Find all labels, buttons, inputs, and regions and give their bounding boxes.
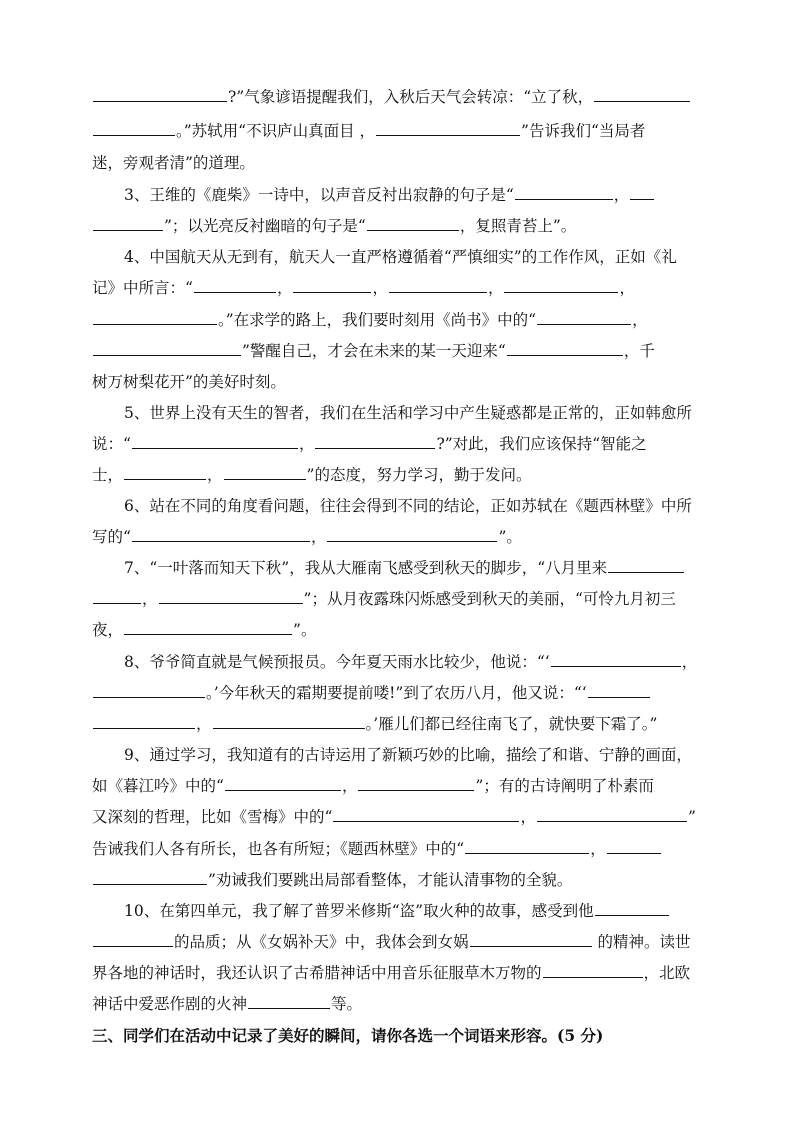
answer-blank[interactable] — [389, 273, 487, 293]
question-4-line-2: 记》中所言：“ ， ， ， ， — [92, 273, 704, 303]
question-6-line-2: 写的“ ， ”。 — [92, 522, 704, 552]
question-7-line-2: ， ”；从月夜露珠闪烁感受到秋天的美丽，“可怜九月初三 — [92, 584, 704, 614]
question-5-line-3: 士， ， ”的态度，努力学习，勤于发问。 — [92, 460, 704, 490]
answer-blank[interactable] — [515, 180, 613, 200]
answer-blank[interactable] — [315, 429, 435, 449]
question-8-line-2: 。’今年秋天的霜期要提前喽!”到了农历八月，他又说：“‘ — [92, 678, 704, 708]
question-9-line-1: 9、通过学习，我知道有的古诗运用了新颖巧妙的比喻，描绘了和谐、宁静的画面， — [124, 746, 692, 764]
answer-blank[interactable] — [594, 82, 690, 102]
answer-blank[interactable] — [93, 927, 173, 947]
answer-blank[interactable] — [543, 958, 643, 978]
answer-blank[interactable] — [607, 834, 661, 854]
answer-blank[interactable] — [93, 336, 241, 356]
question-9-line-2: 如《暮江吟》中的“ ， ”；有的古诗阐明了朴素而 — [92, 771, 704, 801]
question-9-line-3: 又深刻的哲理，比如《雪梅》中的“ ， ” — [92, 802, 704, 832]
question-3-line-2: ”；以光亮反衬幽暗的句子是“ ，复照青苔上”。 — [92, 211, 704, 241]
question-5-line-1: 5、世界上没有天生的智者，我们在生活和学习中产生疑惑都是正常的，正如韩愈所 — [124, 404, 692, 422]
answer-blank[interactable] — [124, 460, 206, 480]
answer-blank[interactable] — [630, 180, 654, 200]
answer-blank[interactable] — [248, 989, 330, 1009]
answer-blank[interactable] — [93, 865, 207, 885]
answer-blank[interactable] — [93, 584, 141, 604]
answer-blank[interactable] — [504, 273, 618, 293]
answer-blank[interactable] — [537, 305, 631, 325]
question-5-line-2: 说：“ ， ?”对此，我们应该保持“智能之 — [92, 429, 704, 459]
question-9-line-4: 告诫我们人各有所长，也各有所短；《题西林壁》中的“ ， — [92, 834, 704, 864]
answer-blank[interactable] — [93, 211, 163, 231]
answer-blank[interactable] — [225, 771, 341, 791]
question-7-line-1: 7、“一叶落而知天下秋”，我从大雁南飞感受到秋天的脚步，“八月里来 — [124, 553, 704, 583]
answer-blank[interactable] — [470, 927, 592, 947]
answer-blank[interactable] — [132, 429, 298, 449]
question-9-line-5: ”劝诫我们要跳出局部看整体，才能认清事物的全貌。 — [92, 865, 704, 895]
answer-blank[interactable] — [93, 709, 195, 729]
answer-blank[interactable] — [551, 647, 681, 667]
answer-blank[interactable] — [224, 460, 306, 480]
question-8-line-3: ， 。’雁儿们都已经往南飞了，就快要下霜了。” — [92, 709, 704, 739]
question-10-line-4: 神话中爱恶作剧的火神 等。 — [92, 989, 704, 1019]
answer-blank[interactable] — [358, 771, 474, 791]
question-3-line-1: 3、王维的《鹿柴》一诗中，以声音反衬出寂静的句子是“ ， — [124, 180, 704, 210]
question-4-line-1: 4、中国航天从无到有，航天人一直严格遵循着“严慎细实”的工作作风，正如《礼 — [124, 248, 677, 266]
text-line: ?”气象谚语提醒我们，入秋后天气会转凉：“立了秋， — [92, 82, 704, 112]
section-3-heading: 三、同学们在活动中记录了美好的瞬间，请你各选一个词语来形容。(5 分) — [92, 1026, 604, 1045]
text-line: 。”苏轼用“不识庐山真面目 ， ”告诉我们“当局者 — [92, 116, 704, 146]
question-4-line-3: 。”在求学的路上，我们要时刻用《尚书》中的“ ， — [92, 305, 704, 335]
answer-blank[interactable] — [327, 522, 497, 542]
answer-blank[interactable] — [293, 273, 371, 293]
answer-blank[interactable] — [465, 834, 589, 854]
answer-blank[interactable] — [93, 678, 205, 698]
answer-blank[interactable] — [608, 553, 684, 573]
question-4-line-4: ”警醒自己，才会在未来的某一天迎来“ ，千 — [92, 336, 704, 366]
answer-blank[interactable] — [507, 336, 623, 356]
answer-blank[interactable] — [93, 116, 175, 136]
question-6-line-1: 6、站在不同的角度看问题，往往会得到不同的结论，正如苏轼在《题西林壁》中所 — [124, 497, 692, 515]
answer-blank[interactable] — [132, 522, 310, 542]
question-4-line-5: 树万树梨花开”的美好时刻。 — [92, 373, 286, 391]
answer-blank[interactable] — [194, 273, 276, 293]
answer-blank[interactable] — [588, 678, 650, 698]
question-7-line-3: 夜， ”。 — [92, 615, 704, 645]
answer-blank[interactable] — [333, 802, 519, 822]
answer-blank[interactable] — [376, 116, 520, 136]
text-line: 迷，旁观者清”的道理。 — [92, 154, 255, 172]
question-10-line-2: 的品质；从《女娲补天》中，我体会到女娲 的精神。读世 — [92, 927, 704, 957]
answer-blank[interactable] — [367, 211, 459, 231]
question-10-line-1: 10、在第四单元，我了解了普罗米修斯“盗”取火种的故事，感受到他 — [124, 896, 704, 926]
answer-blank[interactable] — [93, 305, 217, 325]
question-10-line-3: 界各地的神话时，我还认识了古希腊神话中用音乐征服草木万物的 ，北欧 — [92, 958, 704, 988]
answer-blank[interactable] — [537, 802, 687, 822]
answer-blank[interactable] — [213, 709, 365, 729]
answer-blank[interactable] — [159, 584, 303, 604]
answer-blank[interactable] — [124, 615, 292, 635]
answer-blank[interactable] — [595, 896, 669, 916]
answer-blank[interactable] — [93, 82, 227, 102]
question-8-line-1: 8、爷爷简直就是气候预报员。今年夏天雨水比较少，他说：“‘ ， — [124, 647, 704, 677]
